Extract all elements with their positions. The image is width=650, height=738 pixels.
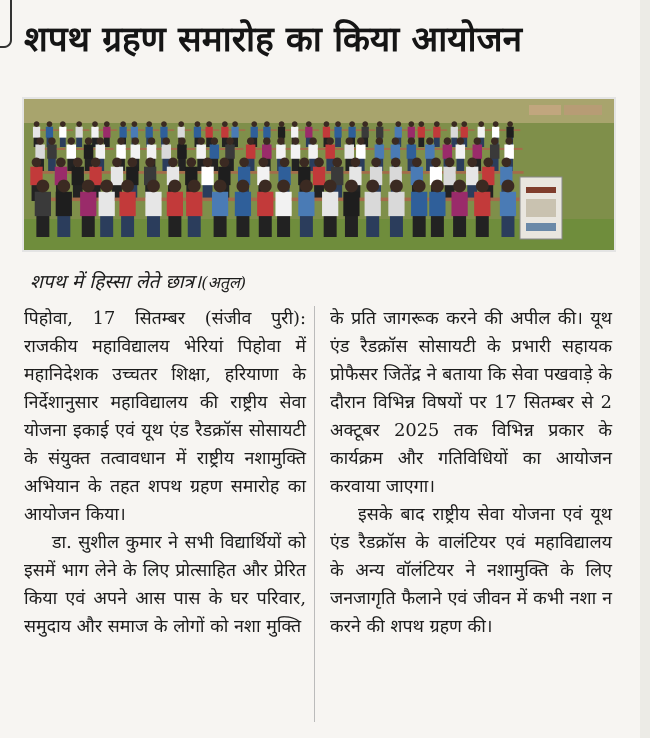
article-column-left [24,305,306,641]
article-paragraph: डा. सुशील कुमार ने सभी विद्यार्थियों को इसमें भाग लेने के लिए प्रोत्साहित और प्रेरित किया एवं अपने आस पास के घर परिवार, समुदाय और समाज के लोगों को नशा मुक्ति [24,532,306,637]
caption-text: शपथ में हिस्सा लेते छात्र। [30,271,202,293]
article-paragraph: इसके बाद राष्ट्रीय सेवा योजना एवं यूथ एंड रैडक्रॉस के वालंटियर एवं महाविद्यालय के अन्य वॉलंटियर ने नशामुक्ति के लिए जनजागृति फैलाने एवं जीवन में कभी नशा न करने की शपथ ग्रहण की। [330,504,612,637]
article-column-right [330,305,612,641]
news-photo [22,97,616,252]
students-taking-oath-image [24,99,614,250]
column-divider [314,306,315,722]
page-corner-bracket [0,0,12,48]
article-paragraph: पिहोवा, 17 सितम्बर (संजीव पुरी): राजकीय महाविद्यालय भेरियां पिहोवा में महानिदेशक उच्चतर शिक्षा, हरियाणा के निर्देशानुसार महाविद्यालय की राष्ट्रीय सेवा योजना इकाई एवं यूथ एंड रैडक्रॉस सोसायटी के संयुक्त तत्वावधान में राष्ट्रीय नशामुक्ति अभियान के तहत शपथ ग्रहण समारोह का आयोजन किया। [24,308,306,525]
article-paragraph: के प्रति जागरूक करने की अपील की। यूथ एंड रैडक्रॉस सोसायटी के प्रभारी सहायक प्रोफैसर जितेंद्र ने बताया कि सेवा पखवाड़े के दौरान विभिन्न विषयों पर 17 सितम्बर से 2 अक्टूबर 2025 तक विभिन्न प्रकार के कार्यक्रम और गतिविधियों का आयोजन करवाया जाएगा। [330,308,612,497]
headline: शपथ ग्रहण समारोह का किया आयोजन [24,20,523,60]
page-edge [640,0,650,738]
photo-caption [30,268,590,297]
photo-credit: (अतुल) [201,273,247,292]
